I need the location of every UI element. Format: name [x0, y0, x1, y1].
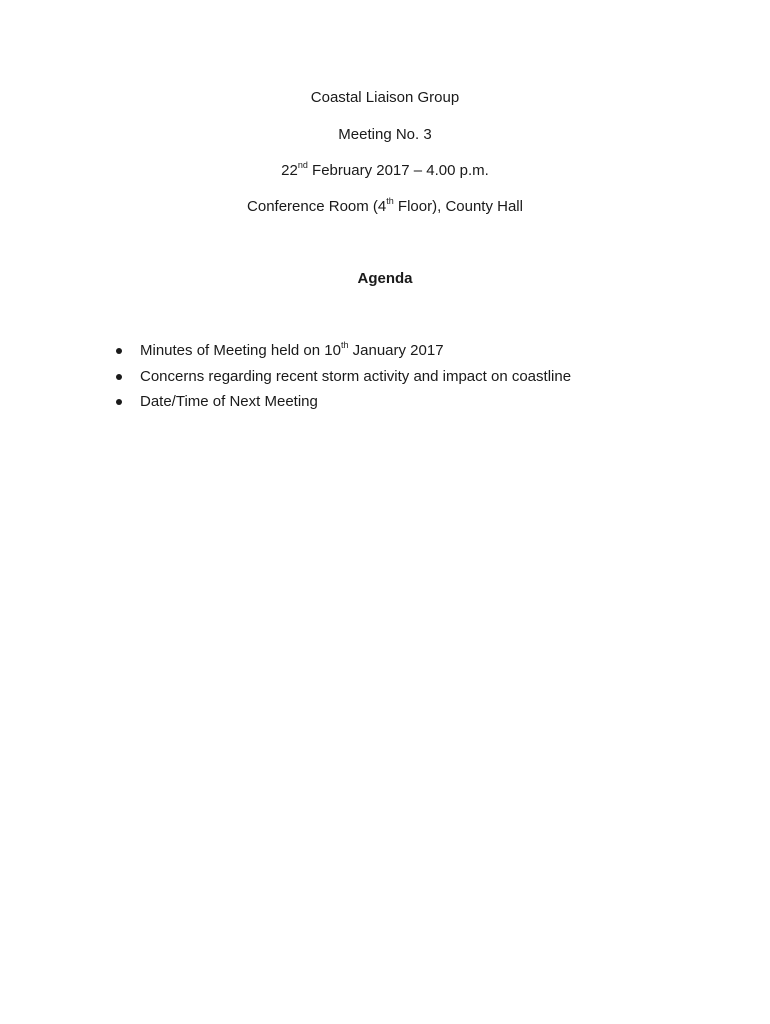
agenda-item-1-before: Minutes of Meeting held on 10: [140, 342, 341, 359]
date-rest: February 2017 – 4.00 p.m.: [307, 162, 489, 179]
meeting-location: [0, 197, 770, 217]
bullet-icon: [116, 348, 122, 354]
agenda-heading-text: Agenda: [357, 270, 413, 287]
bullet-icon: [116, 399, 122, 405]
agenda-heading: [0, 269, 770, 289]
meeting-number: [0, 125, 770, 145]
meeting-number-text: Meeting No. 3: [338, 126, 432, 143]
agenda-item-3-text: Date/Time of Next Meeting: [140, 393, 318, 410]
agenda-item-text: [140, 340, 444, 362]
bullet-icon: [116, 374, 122, 380]
group-name: [0, 88, 770, 108]
location-floor-suffix: th: [386, 196, 394, 206]
location-after: Floor), County Hall: [393, 198, 523, 215]
location-before: Conference Room (4: [247, 198, 387, 215]
agenda-item-2-text: Concerns regarding recent storm activity and impact on coastline: [140, 367, 572, 385]
date-day: 22: [281, 162, 298, 179]
agenda-item-1-after: January 2017: [348, 342, 444, 359]
agenda-item-text: [140, 391, 318, 413]
agenda-item-1-suffix: th: [340, 340, 349, 350]
agenda-item-text: [140, 366, 571, 388]
group-name-text: Coastal Liaison Group: [310, 89, 460, 106]
meeting-date: [0, 161, 770, 181]
date-day-suffix: nd: [297, 160, 308, 170]
